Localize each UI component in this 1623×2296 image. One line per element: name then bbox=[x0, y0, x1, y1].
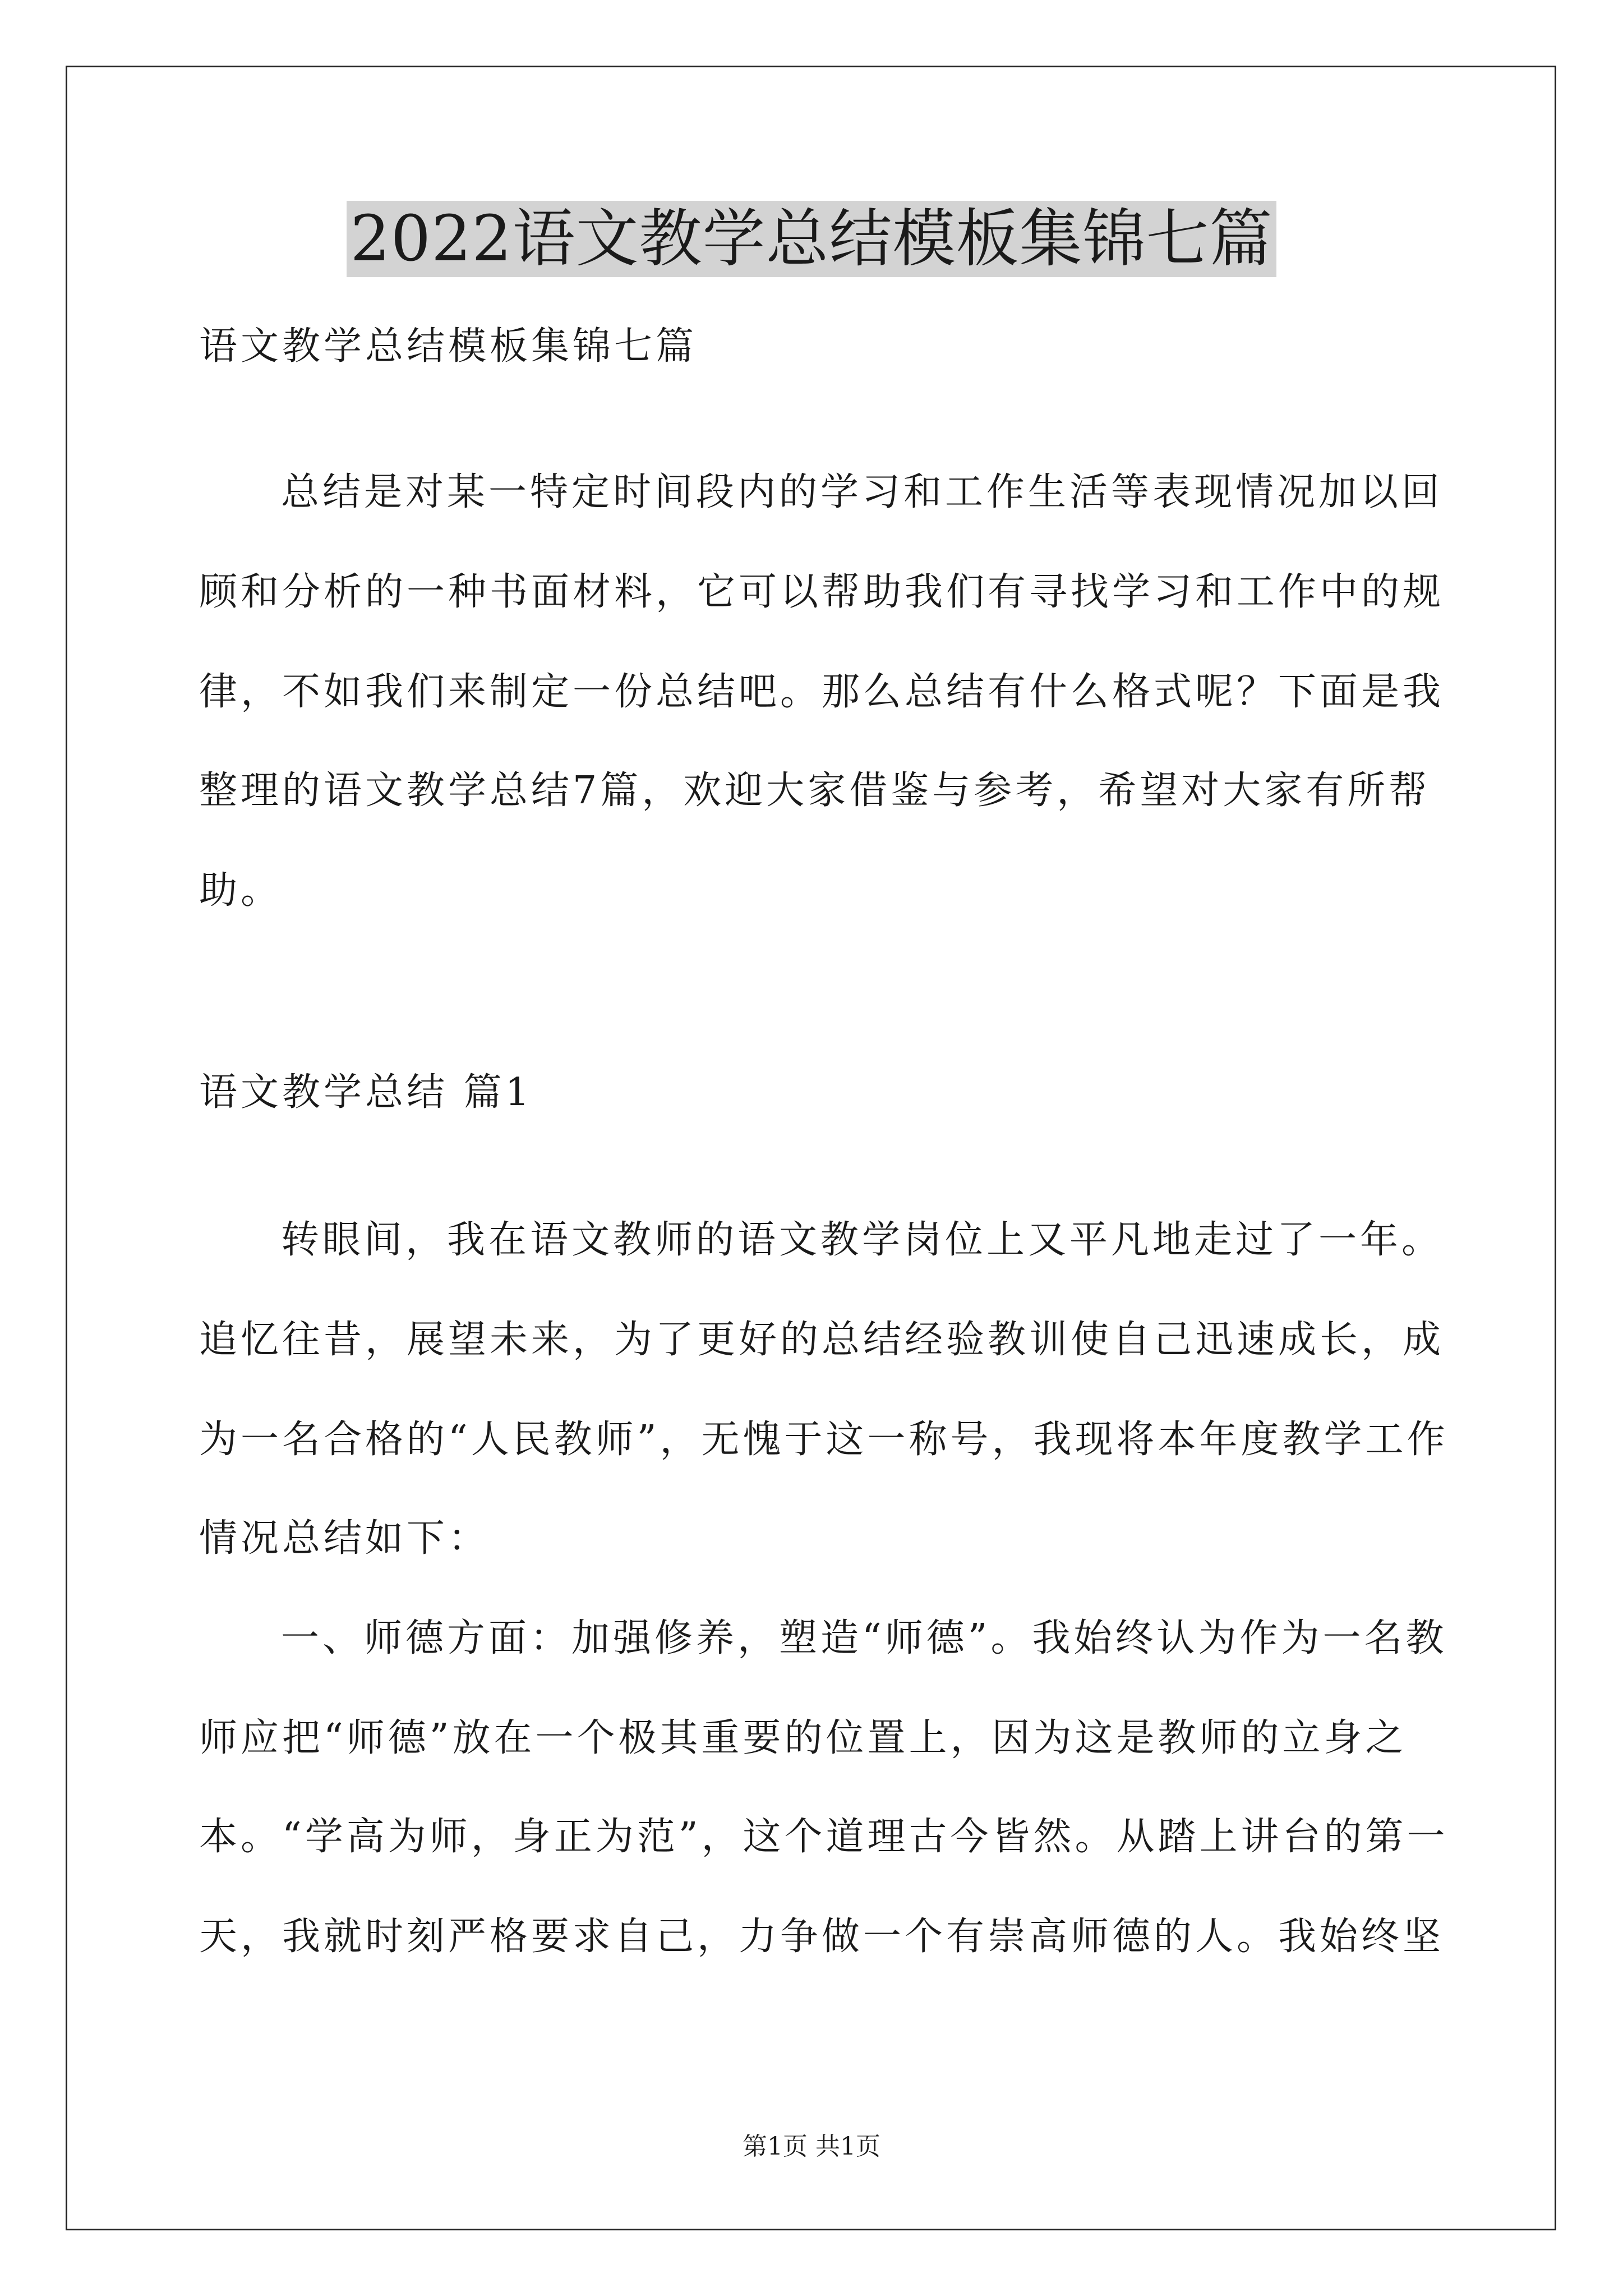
document-title: 2022语文教学总结模板集锦七篇 bbox=[347, 201, 1276, 277]
paragraph-line: 师应把“师德”放在一个极其重要的位置上，因为这是教师的立身之 bbox=[199, 1716, 1407, 1760]
title-container bbox=[0, 201, 1623, 277]
intro-line: 助。 bbox=[199, 868, 283, 913]
subtitle-line: 语文教学总结模板集锦七篇 bbox=[199, 324, 698, 369]
paragraph-line: 转眼间，我在语文教师的语文教学岗位上又平凡地走过了一年。 bbox=[281, 1218, 1444, 1262]
paragraph-line: 本。“学高为师，身正为范”，这个道理古今皆然。从踏上讲台的第一 bbox=[199, 1815, 1449, 1859]
paragraph-line: 一、师德方面：加强修养，塑造“师德”。我始终认为作为一名教 bbox=[281, 1616, 1447, 1660]
intro-line: 顾和分析的一种书面材料，它可以帮助我们有寻找学习和工作中的规 bbox=[199, 570, 1445, 614]
intro-line: 律，不如我们来制定一份总结吧。那么总结有什么格式呢？下面是我 bbox=[199, 670, 1445, 714]
section-heading: 语文教学总结 篇1 bbox=[199, 1070, 533, 1115]
page-footer: 第1页 共1页 bbox=[743, 2132, 880, 2161]
paragraph-line: 天，我就时刻严格要求自己，力争做一个有崇高师德的人。我始终坚 bbox=[199, 1915, 1445, 1959]
paragraph-line: 追忆往昔，展望未来，为了更好的总结经验教训使自己迅速成长，成 bbox=[199, 1318, 1445, 1362]
intro-line: 整理的语文教学总结7篇，欢迎大家借鉴与参考，希望对大家有所帮 bbox=[199, 769, 1431, 813]
paragraph-line: 为一名合格的“人民教师”，无愧于这一称号，我现将本年度教学工作 bbox=[199, 1418, 1449, 1462]
paragraph-line: 情况总结如下： bbox=[199, 1516, 490, 1561]
intro-line: 总结是对某一特定时间段内的学习和工作生活等表现情况加以回 bbox=[281, 470, 1444, 514]
